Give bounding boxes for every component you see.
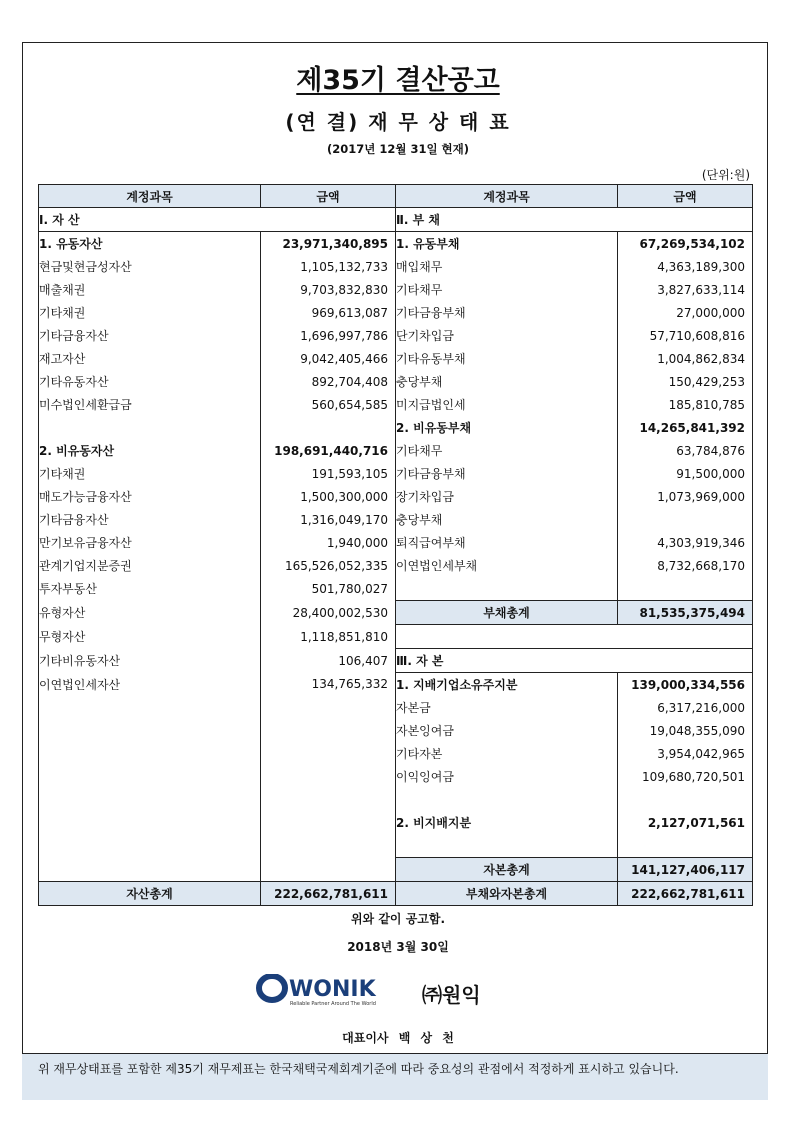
table-row — [39, 255, 753, 278]
blank-cell — [618, 577, 753, 601]
asset-item-amount: 106,407 — [261, 649, 396, 673]
asset-item-label: 매도가능금융자산 — [39, 485, 261, 508]
asset-item-amount: 165,526,052,335 — [261, 554, 396, 577]
asset-item-amount: 1,940,000 — [261, 531, 396, 554]
wonik-logo-icon — [256, 974, 388, 1008]
table-row — [39, 719, 753, 742]
asset-item-label: 관계기업지분증권 — [39, 554, 261, 577]
blank-cell — [261, 788, 396, 811]
asset-item-amount: 1,105,132,733 — [261, 255, 396, 278]
table-row — [39, 765, 753, 788]
header-account-left: 계정과목 — [39, 185, 261, 208]
liability-item-label: 기타채무 — [396, 278, 618, 301]
table-row — [39, 601, 753, 625]
table-header-row — [39, 185, 753, 208]
equity-item-label: 자본잉여금 — [396, 719, 618, 742]
asset-item-amount: 501,780,027 — [261, 577, 396, 601]
table-row — [39, 834, 753, 858]
table-row — [39, 649, 753, 673]
blank-cell — [39, 834, 261, 858]
blank-cell — [396, 834, 618, 858]
current-liabilities-label: 1. 유동부채 — [396, 232, 618, 256]
liabilities-equity-total-label: 부채와자본총계 — [396, 882, 618, 906]
blank-cell — [39, 416, 261, 439]
assets-total-amount: 222,662,781,611 — [261, 882, 396, 906]
table-row — [39, 393, 753, 416]
table-row — [39, 508, 753, 531]
asset-item-label: 현금및현금성자산 — [39, 255, 261, 278]
blank-cell — [396, 577, 618, 601]
document-title: 제35기 결산공고 — [296, 65, 500, 96]
noncurrent-liabilities-amount: 14,265,841,392 — [618, 416, 753, 439]
blank-cell — [396, 788, 618, 811]
asset-item-amount: 892,704,408 — [261, 370, 396, 393]
equity-item-label: 기타자본 — [396, 742, 618, 765]
asset-item-amount: 134,765,332 — [261, 673, 396, 697]
asset-item-amount: 1,118,851,810 — [261, 625, 396, 649]
table-row — [39, 232, 753, 256]
table-row — [39, 278, 753, 301]
asset-item-label: 기타금융자산 — [39, 508, 261, 531]
noncurrent-liabilities-label: 2. 비유동부채 — [396, 416, 618, 439]
asset-item-amount: 1,696,997,786 — [261, 324, 396, 347]
asset-item-label: 이연법인세자산 — [39, 673, 261, 697]
equity-item-label: 이익잉여금 — [396, 765, 618, 788]
blank-cell — [618, 834, 753, 858]
asset-item-label: 투자부동산 — [39, 577, 261, 601]
asset-item-amount: 9,042,405,466 — [261, 347, 396, 370]
equity-total-label: 자본총계 — [396, 858, 618, 882]
liabilities-total-amount: 81,535,375,494 — [618, 601, 753, 625]
logo-wordmark: WONIK — [289, 977, 376, 1002]
equity-item-label: 자본금 — [396, 696, 618, 719]
liability-item-amount: 8,732,668,170 — [618, 554, 753, 577]
nci-label: 2. 비지배지분 — [396, 811, 618, 834]
grand-total-row — [39, 882, 753, 906]
asset-item-label: 미수법인세환급금 — [39, 393, 261, 416]
liabilities-equity-total-amount: 222,662,781,611 — [618, 882, 753, 906]
liability-item-label: 기타금융부채 — [396, 301, 618, 324]
notice-date: 2018년 3월 30일 — [347, 940, 449, 954]
blank-cell — [39, 788, 261, 811]
disclosure-note: 위 재무상태표를 포함한 제35기 재무제표는 한국채택국제회계기준에 따라 중요성의 관점에서 적정하게 표시하고 있습니다. — [22, 1053, 768, 1100]
blank-cell — [261, 719, 396, 742]
unit-label: (단위:원) — [701, 168, 750, 182]
liability-item-amount: 4,363,189,300 — [618, 255, 753, 278]
liability-item-label: 기타금융부채 — [396, 462, 618, 485]
liability-item-amount: 1,004,862,834 — [618, 347, 753, 370]
noncurrent-assets-label: 2. 비유동자산 — [39, 439, 261, 462]
balance-sheet-table — [38, 184, 753, 906]
spacer-cell — [396, 625, 753, 649]
blank-cell — [39, 696, 261, 719]
liability-item-amount: 63,784,876 — [618, 439, 753, 462]
table-row — [39, 811, 753, 834]
table-row — [39, 416, 753, 439]
liability-item-label: 기타유동부채 — [396, 347, 618, 370]
equity-item-amount: 3,954,042,965 — [618, 742, 753, 765]
table-row — [39, 324, 753, 347]
table-row — [39, 485, 753, 508]
blank-cell — [261, 834, 396, 858]
table-row — [39, 462, 753, 485]
liability-item-label: 이연법인세부채 — [396, 554, 618, 577]
header-amount-left: 금액 — [261, 185, 396, 208]
liability-item-label: 퇴직급여부채 — [396, 531, 618, 554]
asset-item-amount: 9,703,832,830 — [261, 278, 396, 301]
table-row — [39, 696, 753, 719]
blank-cell — [261, 811, 396, 834]
asset-item-amount: 1,500,300,000 — [261, 485, 396, 508]
noncurrent-assets-amount: 198,691,440,716 — [261, 439, 396, 462]
parent-equity-amount: 139,000,334,556 — [618, 673, 753, 697]
asset-item-amount: 969,613,087 — [261, 301, 396, 324]
table-row — [39, 625, 753, 649]
liability-item-amount — [618, 508, 753, 531]
liability-item-label: 충당부채 — [396, 370, 618, 393]
current-assets-amount: 23,971,340,895 — [261, 232, 396, 256]
asset-item-label: 유형자산 — [39, 601, 261, 625]
parent-equity-label: 1. 지배기업소유주지분 — [396, 673, 618, 697]
assets-total-label: 자산총계 — [39, 882, 261, 906]
asset-item-label: 매출채권 — [39, 278, 261, 301]
liability-item-label: 매입채무 — [396, 255, 618, 278]
asset-item-label: 기타채권 — [39, 301, 261, 324]
blank-cell — [39, 858, 261, 882]
table-row — [39, 531, 753, 554]
liability-item-amount: 185,810,785 — [618, 393, 753, 416]
table-row — [39, 370, 753, 393]
liabilities-total-label: 부채총계 — [396, 601, 618, 625]
representative-name: 대표이사 백 상 천 — [342, 1031, 454, 1045]
assets-section-label: Ⅰ. 자 산 — [39, 208, 396, 232]
liability-item-label: 충당부채 — [396, 508, 618, 531]
table-row — [39, 673, 753, 697]
current-liabilities-amount: 67,269,534,102 — [618, 232, 753, 256]
statement-title: (연 결) 재 무 상 태 표 — [285, 110, 511, 134]
liability-item-label: 미지급법인세 — [396, 393, 618, 416]
table-row — [39, 301, 753, 324]
header-account-right: 계정과목 — [396, 185, 618, 208]
table-row — [39, 577, 753, 601]
table-row — [39, 742, 753, 765]
table-row — [39, 858, 753, 882]
asset-item-label: 기타금융자산 — [39, 324, 261, 347]
asset-item-amount: 28,400,002,530 — [261, 601, 396, 625]
logo-ring-shape — [259, 976, 285, 1000]
liabilities-section-label: Ⅱ. 부 채 — [396, 208, 753, 232]
blank-cell — [261, 696, 396, 719]
blank-cell — [39, 811, 261, 834]
equity-section-label: Ⅲ. 자 본 — [396, 649, 753, 673]
notice-text: 위와 같이 공고함. — [350, 912, 446, 926]
company-logo — [256, 974, 388, 1012]
table-row — [39, 788, 753, 811]
statement-date: (2017년 12월 31일 현재) — [326, 142, 470, 156]
table-row — [39, 554, 753, 577]
asset-item-amount: 1,316,049,170 — [261, 508, 396, 531]
liability-item-amount: 3,827,633,114 — [618, 278, 753, 301]
asset-item-label: 기타채권 — [39, 462, 261, 485]
liability-item-amount: 57,710,608,816 — [618, 324, 753, 347]
blank-cell — [261, 858, 396, 882]
liability-item-amount: 27,000,000 — [618, 301, 753, 324]
asset-item-amount: 560,654,585 — [261, 393, 396, 416]
asset-item-label: 만기보유금융자산 — [39, 531, 261, 554]
table-row — [39, 208, 753, 232]
liability-item-amount: 150,429,253 — [618, 370, 753, 393]
liability-item-amount: 1,073,969,000 — [618, 485, 753, 508]
blank-cell — [39, 719, 261, 742]
asset-item-label: 무형자산 — [39, 625, 261, 649]
blank-cell — [39, 742, 261, 765]
liability-item-label: 기타채무 — [396, 439, 618, 462]
asset-item-amount: 191,593,105 — [261, 462, 396, 485]
asset-item-label: 재고자산 — [39, 347, 261, 370]
blank-cell — [39, 765, 261, 788]
liability-item-label: 단기차입금 — [396, 324, 618, 347]
liability-item-amount: 4,303,919,346 — [618, 531, 753, 554]
table-row — [39, 439, 753, 462]
header-amount-right: 금액 — [618, 185, 753, 208]
equity-item-amount: 6,317,216,000 — [618, 696, 753, 719]
equity-item-amount: 109,680,720,501 — [618, 765, 753, 788]
nci-amount: 2,127,071,561 — [618, 811, 753, 834]
blank-cell — [261, 765, 396, 788]
logo-tagline: Reliable Partner Around The World — [290, 1001, 376, 1007]
asset-item-label: 기타유동자산 — [39, 370, 261, 393]
liability-item-label: 장기차입금 — [396, 485, 618, 508]
asset-item-label: 기타비유동자산 — [39, 649, 261, 673]
blank-cell — [618, 788, 753, 811]
blank-cell — [261, 416, 396, 439]
equity-item-amount: 19,048,355,090 — [618, 719, 753, 742]
table-row — [39, 347, 753, 370]
equity-total-amount: 141,127,406,117 — [618, 858, 753, 882]
liability-item-amount: 91,500,000 — [618, 462, 753, 485]
company-name: ㈜원익 — [422, 983, 481, 1007]
blank-cell — [261, 742, 396, 765]
current-assets-label: 1. 유동자산 — [39, 232, 261, 256]
